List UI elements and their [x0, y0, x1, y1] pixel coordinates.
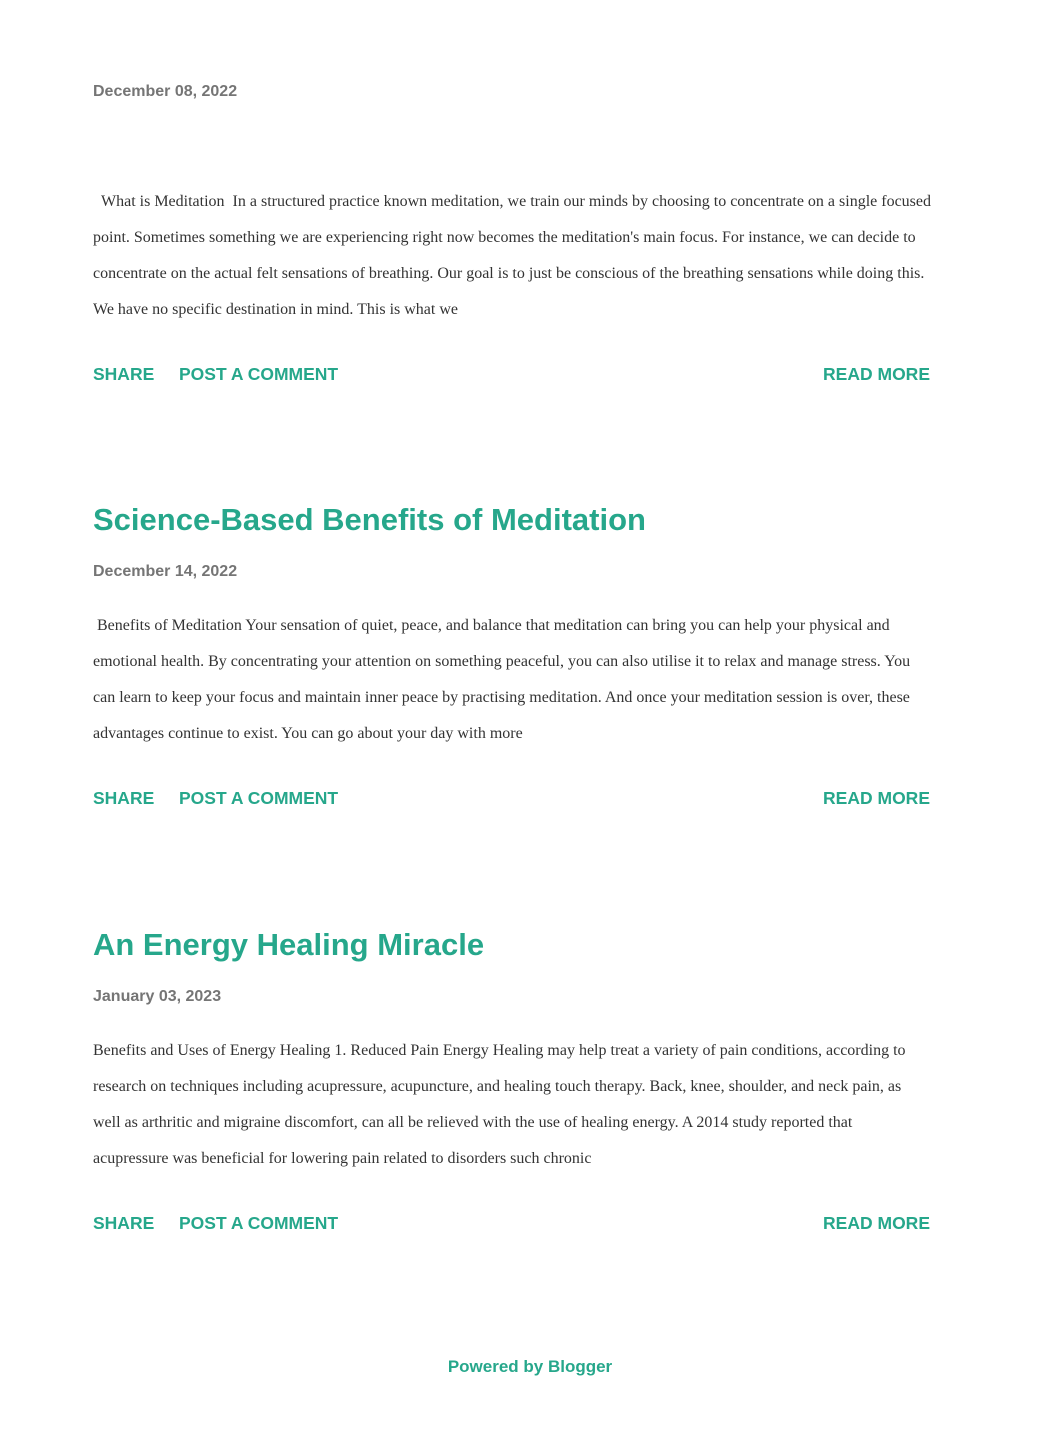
post-date: December 08, 2022	[93, 83, 238, 100]
blog-post	[93, 925, 933, 1234]
post-snippet-text: Benefits and Uses of Energy Healing 1. Reduced Pain Energy Healing may help treat a variety of pain conditions, according to research on techniques including acupressure, acupuncture, and healing touch therapy. Back, knee, shoulder, and neck pain, as well as arthritic and migraine discomfort, can all be relieved with the use of healing energy. A 2014 study reported that acupressure was beneficial for lowering pain related to disorders such chronic	[93, 1042, 910, 1167]
post-title-link[interactable]: Science-Based Benefits of Meditation	[93, 502, 646, 537]
read-more-link[interactable]: READ MORE	[823, 1213, 930, 1233]
post-snippet	[93, 184, 935, 328]
post-snippet-text: Benefits of Meditation Your sensation of quiet, peace, and balance that meditation can bring you can help your physical and emotional health. By concentrating your attention on something peaceful, you can also utilise it to relax and manage stress. You can learn to keep your focus and maintain inner peace by practising meditation. And once your meditation session is over, these advantages continue to exist. You can go about your day with more	[93, 617, 915, 742]
post-snippet-text: What is Meditation In a structured practice known meditation, we train our minds by choosing to concentrate on a single focused point. Sometimes something we are experiencing right now becomes the meditation's main focus. For instance, we can decide to concentrate on the actual felt sensations of breathing. Our goal is to just be conscious of the breathing sensations while doing this. We have no specific destination in mind. This is what we	[93, 193, 935, 318]
read-more-link[interactable]: READ MORE	[823, 788, 930, 808]
site-footer	[0, 1356, 1060, 1378]
blog-post	[93, 500, 933, 809]
post-date: December 14, 2022	[93, 563, 238, 580]
post-snippet	[93, 1033, 931, 1177]
blog-post	[93, 82, 933, 385]
post-comment-link[interactable]: POST A COMMENT	[179, 1213, 339, 1233]
post-date: January 03, 2023	[93, 988, 222, 1005]
share-button[interactable]: SHARE	[93, 1213, 155, 1233]
post-footer	[93, 1212, 933, 1234]
post-title-link[interactable]: An Energy Healing Miracle	[93, 927, 485, 962]
post-comment-link[interactable]: POST A COMMENT	[179, 364, 339, 384]
powered-by-blogger-link[interactable]: Powered by Blogger	[447, 1357, 613, 1376]
post-comment-link[interactable]: POST A COMMENT	[179, 788, 339, 808]
share-button[interactable]: SHARE	[93, 788, 155, 808]
post-footer	[93, 363, 933, 385]
read-more-link[interactable]: READ MORE	[823, 364, 930, 384]
post-footer	[93, 787, 933, 809]
share-button[interactable]: SHARE	[93, 364, 155, 384]
post-snippet	[93, 608, 931, 752]
